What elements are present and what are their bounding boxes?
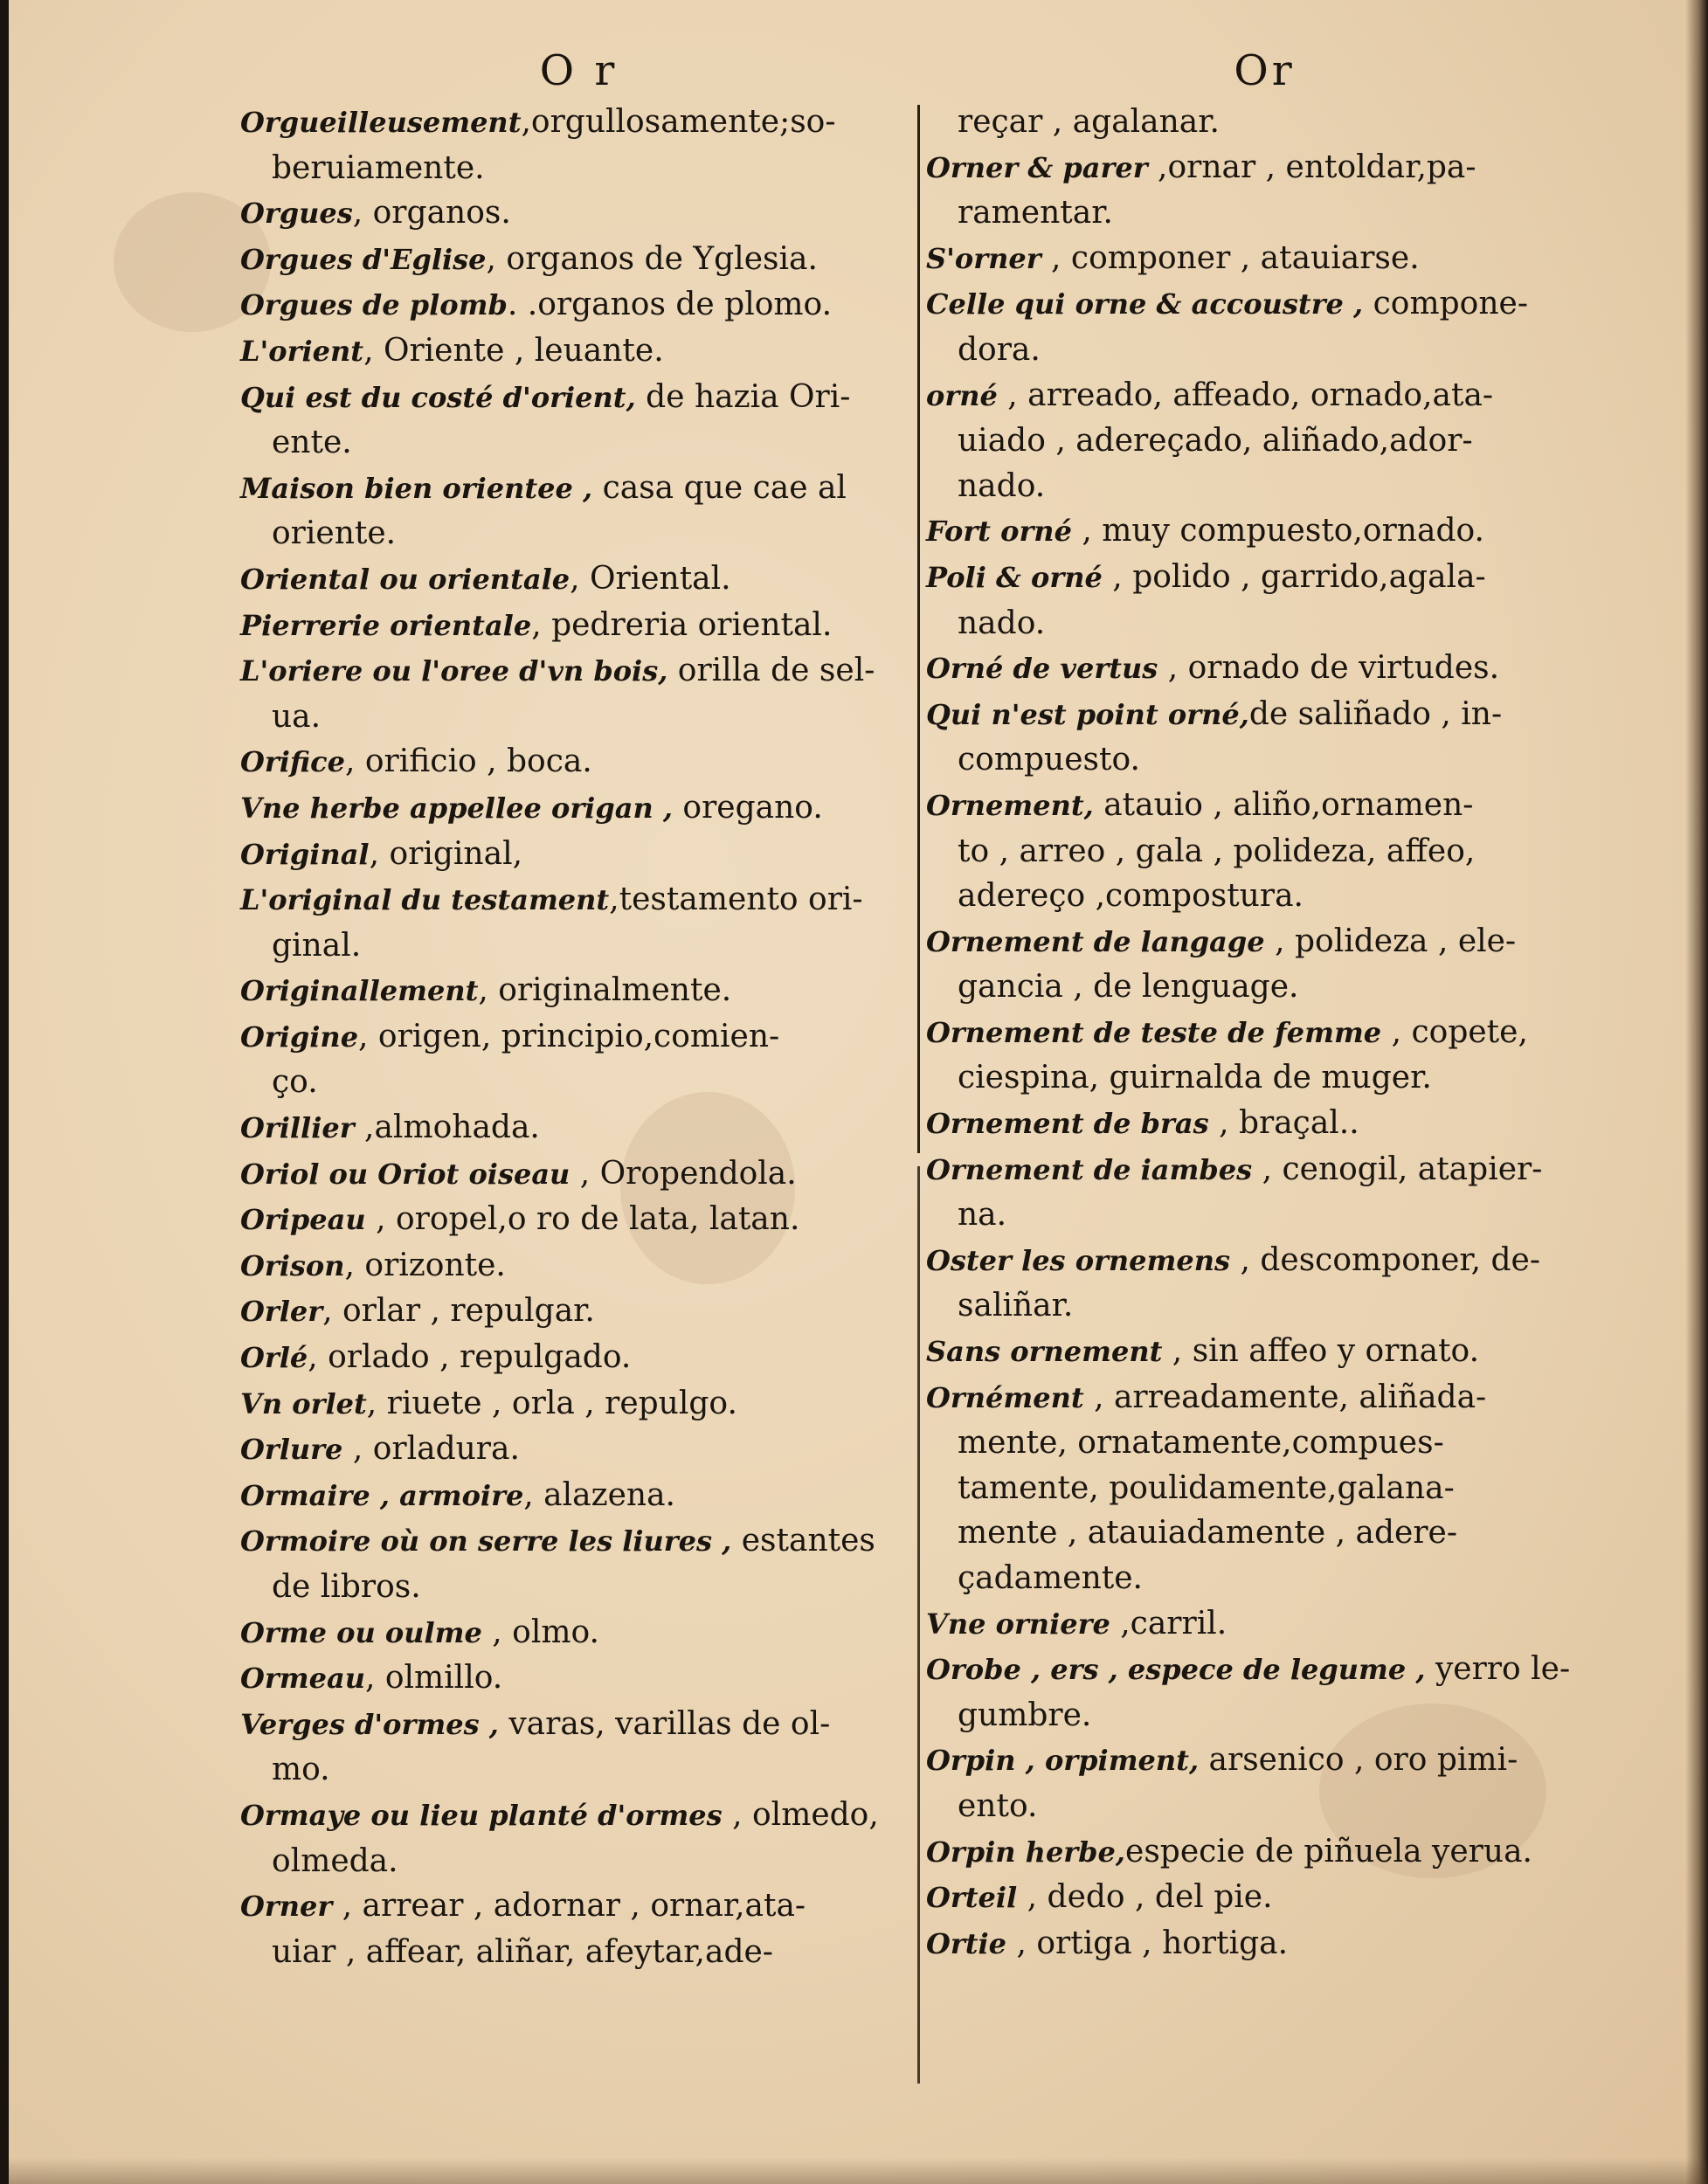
dictionary-entry: Orgueilleusement,orgullosamente;so- [240,104,836,140]
entry-continuation: compuesto. [958,742,1140,778]
entry-continuation: ente. [272,425,352,461]
right-running-head: Or [1234,46,1296,95]
dictionary-entry: Maison bien orientee , casa que cae al [240,469,847,506]
dictionary-entry: Sans ornement , sin affeo y ornato. [926,1333,1480,1370]
dictionary-entry: Orler, orlar , repulgar. [240,1293,595,1330]
entry-continuation: ço. [272,1064,318,1101]
dictionary-entry: Orpin , orpiment, arsenico , oro pimi- [926,1742,1518,1779]
dictionary-entry: Orifice, orificio , boca. [240,743,592,780]
entry-continuation: ramentar. [958,195,1113,232]
dictionary-entry: Originallement, originalmente. [240,972,732,1009]
entry-continuation: tamente, poulidamente,galana- [958,1469,1455,1506]
dictionary-entry: Qui est du costé d'orient, de hazia Ori- [240,378,851,415]
entry-continuation: de libros. [272,1569,421,1605]
dictionary-entry: Oster les ornemens , descomponer, de- [926,1241,1541,1278]
entry-continuation: to , arreo , gala , polideza, affeo, [958,833,1476,869]
left-running-head: O r [539,46,619,95]
entry-continuation: uiado , adereçado, aliñado,ador- [958,423,1473,460]
entry-continuation: olmeda. [272,1842,398,1879]
dictionary-entry: Fort orné , muy compuesto,ornado. [926,513,1484,549]
dictionary-entry: L'oriere ou l'oree d'vn bois, orilla de sel- [240,653,875,689]
entry-continuation: mente, ornatamente,compues- [958,1425,1444,1462]
entry-continuation: mo. [272,1752,330,1788]
dictionary-entry: L'original du testament,testamento ori- [240,881,863,918]
entry-continuation: nado. [958,605,1046,641]
dictionary-entry: Oriol ou Oriot oiseau , Oropendola. [240,1155,797,1192]
dictionary-entry: Orobe , ers , espece de legume , yerro le- [926,1651,1571,1688]
dictionary-entry: Orpin herbe,especie de piñuela yerua. [926,1833,1532,1870]
entry-continuation: mente , atauiadamente , adere- [958,1515,1458,1552]
dictionary-entry: Vne herbe appellee origan , oregano. [240,789,823,826]
dictionary-entry: Celle qui orne & accoustre , compone- [926,286,1528,322]
dictionary-entry: Ortie , ortiga , hortiga. [926,1925,1289,1961]
dictionary-entry: Ormeau, olmillo. [240,1660,503,1697]
dictionary-entry: Qui n'est point orné,de saliñado , in- [926,695,1503,732]
dictionary-entry: Orison, orizonte. [240,1247,506,1283]
dictionary-entry: Orner , arrear , adornar , ornar,ata- [240,1888,806,1925]
dictionary-entry: Ornement de iambes , cenogil, atapier- [926,1151,1543,1187]
dictionary-entry: Orme ou oulme , olmo. [240,1614,599,1650]
dictionary-entry: Oriental ou orientale, Oriental. [240,560,731,597]
dictionary-entry: Ormaye ou lieu planté d'ormes , olmedo, [240,1796,879,1833]
entry-continuation: na. [958,1197,1007,1234]
dictionary-entry: Origine, origen, principio,comien- [240,1018,780,1054]
entry-continuation: saliñar. [958,1288,1074,1324]
dictionary-entry: Ornément , arreadamente, aliñada- [926,1379,1487,1415]
page-bottom-shadow [9,2158,1708,2184]
dictionary-entry: Ormoire où on serre les liures , estantes [240,1523,875,1559]
dictionary-entry: Orné de vertus , ornado de virtudes. [926,650,1500,687]
entry-continuation: beruiamente. [272,149,485,186]
column-rule [917,1166,920,2084]
entry-continuation: adereço ,compostura. [958,878,1303,915]
entry-continuation: uiar , affear, aliñar, afeytar,ade- [272,1933,773,1970]
entry-continuation: nado. [958,467,1046,504]
left-column [240,42,917,1974]
entry-continuation: çadamente. [958,1560,1143,1596]
entry-continuation: ento. [958,1787,1038,1824]
dictionary-page [9,0,1708,2184]
dictionary-entry: Verges d'ormes , varas, varillas de ol- [240,1705,831,1742]
entry-continuation: gancia , de lenguage. [958,969,1299,1006]
dictionary-entry: Orlure , orladura. [240,1431,520,1468]
entry-continuation: oriente. [272,515,397,552]
dictionary-entry: Original, original, [240,835,523,872]
dictionary-entry: Vn orlet, riuete , orla , repulgo. [240,1385,737,1421]
entry-continuation: ua. [272,698,322,735]
dictionary-entry: Ornement de langage , polideza , ele- [926,923,1517,959]
dictionary-entry: Oripeau , oropel,o ro de lata, latan. [240,1201,800,1238]
dictionary-entry: Pierrerie orientale, pedreria oriental. [240,606,833,643]
dictionary-entry: Orgues de plomb. .organos de plomo. [240,287,833,323]
dictionary-entry: S'orner , componer , atauiarse. [926,239,1420,276]
entry-continuation: dora. [958,331,1041,368]
dictionary-entry: Orlé, orlado , repulgado. [240,1339,632,1376]
dictionary-entry: Poli & orné , polido , garrido,agala- [926,558,1486,595]
entry-continuation: ciespina, guirnalda de muger. [958,1060,1432,1096]
dictionary-entry: Orgues, organos. [240,195,511,232]
dictionary-entry: orné , arreado, affeado, ornado,ata- [926,377,1494,413]
dictionary-entry: Vne orniere ,carril. [926,1605,1227,1641]
dictionary-entry: Ornement de bras , braçal.. [926,1105,1359,1142]
dictionary-entry: L'orient, Oriente , leuante. [240,332,664,369]
dictionary-entry: Orner & parer ,ornar , entoldar,pa- [926,149,1476,185]
right-column [926,42,1603,1966]
dictionary-entry: Orillier ,almohada. [240,1109,540,1146]
entry-continuation: ginal. [272,927,362,964]
dictionary-entry: Ormaire , armoire, alazena. [240,1476,675,1513]
entry-continuation: reçar , agalanar. [958,104,1220,140]
page-edge-shadow [1685,0,1708,2184]
dictionary-entry: Orteil , dedo , del pie. [926,1879,1273,1916]
column-rule [917,105,920,1153]
entry-continuation: gumbre. [958,1697,1092,1733]
dictionary-entry: Ornement de teste de femme , copete, [926,1013,1528,1050]
dictionary-entry: Ornement, atauio , aliño,ornamen- [926,786,1474,823]
dictionary-entry: Orgues d'Eglise, organos de Yglesia. [240,240,818,277]
